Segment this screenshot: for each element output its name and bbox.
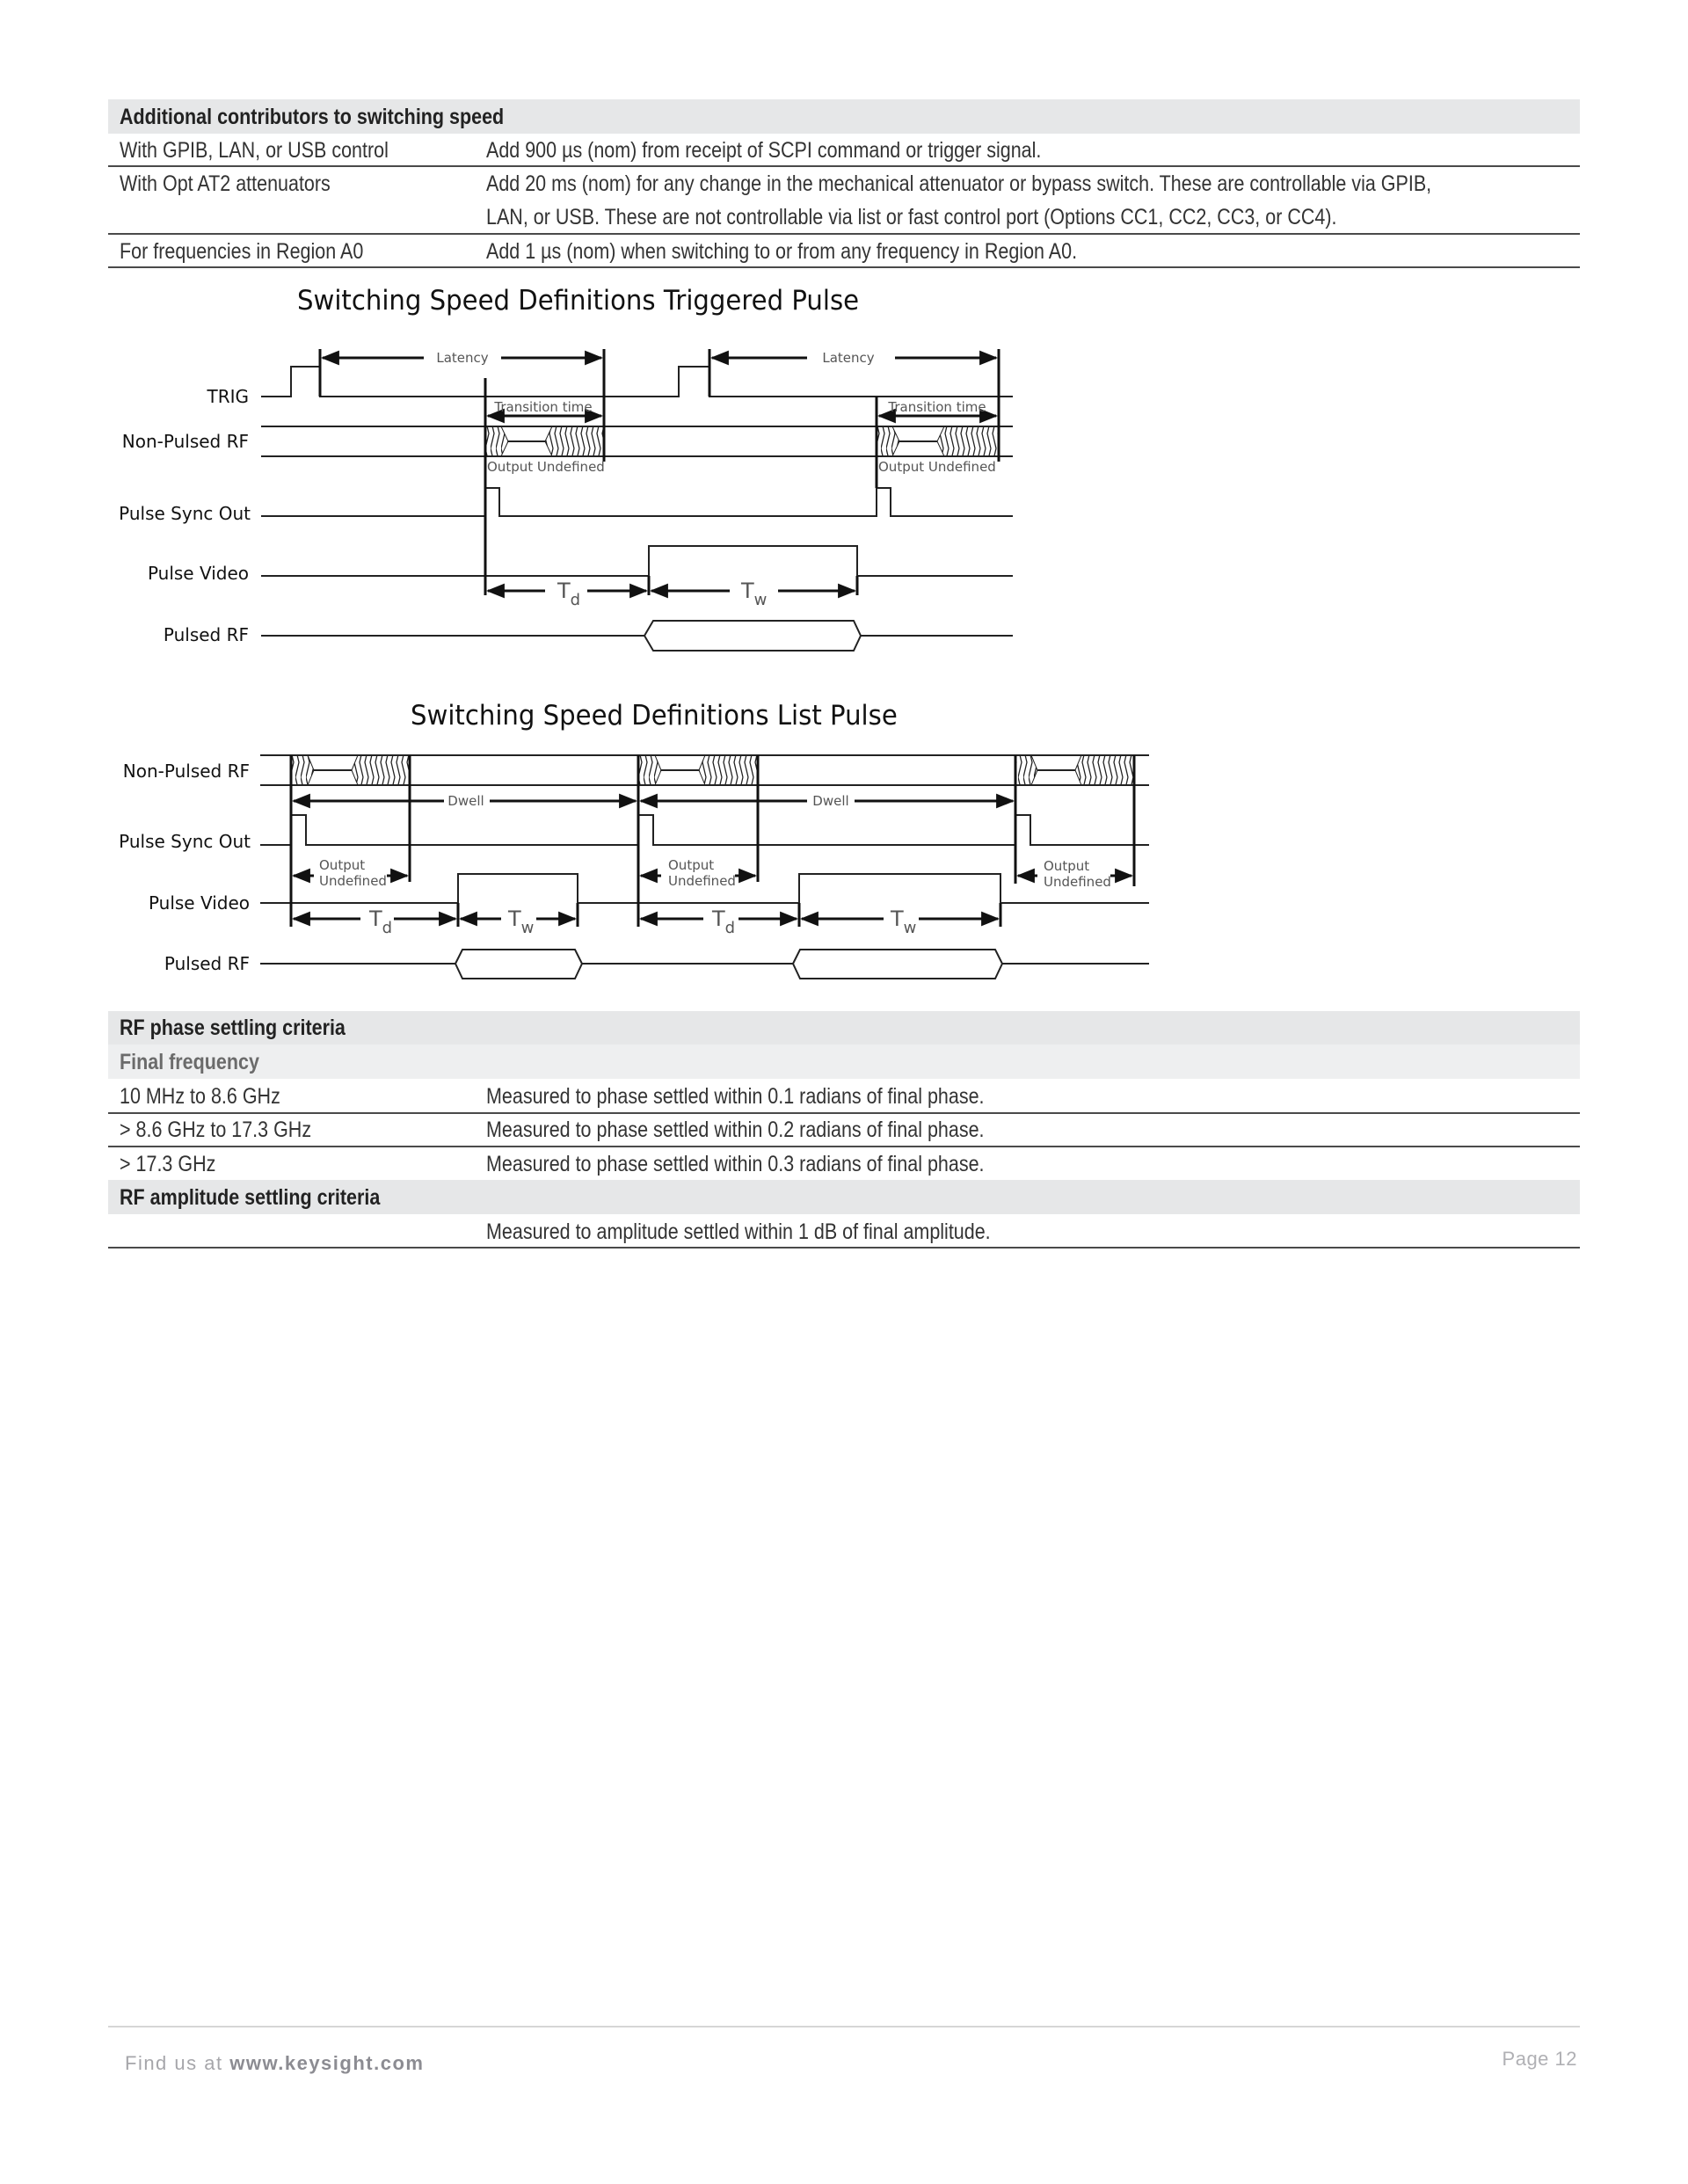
footer-find-us <box>125 2052 424 2075</box>
footer-url-link[interactable]: www.keysight.com <box>229 2052 425 2074</box>
table2-row1-value: Measured to phase settled within 0.1 radians of final phase. <box>486 1084 985 1109</box>
signal-label-pulse-video: Pulse Video <box>147 563 249 584</box>
transition-label-1: Transition time <box>494 399 593 415</box>
table2-row3-label: > 17.3 GHz <box>120 1152 216 1176</box>
list-undefined-3a: Output <box>1044 858 1090 874</box>
table1-row2-label: With Opt AT2 attenuators <box>120 171 331 196</box>
list-pulsed-rf-envelope-1 <box>455 950 582 979</box>
table2-row3-value: Measured to phase settled within 0.3 radians of final phase. <box>486 1152 985 1176</box>
signal-label-pulse-sync-out: Pulse Sync Out <box>119 503 251 524</box>
table1-row1-value: Add 900 µs (nom) from receipt of SCPI command or trigger signal. <box>486 138 1042 163</box>
diagram2-timing-chart <box>0 0 1688 1002</box>
list-hatch-1 <box>291 755 410 785</box>
table2-amp-divider <box>108 1247 1580 1249</box>
list-undefined-1b: Undefined <box>319 873 387 889</box>
tw-label: $T_w$ <box>741 579 768 609</box>
table2-amp-value: Measured to amplitude settled within 1 dB of final amplitude. <box>486 1219 991 1244</box>
list-undefined-2b: Undefined <box>668 873 736 889</box>
table2-row1-label: 10 MHz to 8.6 GHz <box>120 1084 280 1109</box>
signal-label-nonpulsed-rf: Non-Pulsed RF <box>121 431 249 452</box>
list-signal-label-nonpulsed-rf: Non-Pulsed RF <box>122 761 250 782</box>
diagram2-title: Switching Speed Definitions List Pulse <box>411 700 898 732</box>
list-undefined-3b: Undefined <box>1044 874 1111 890</box>
table1-row2-value: Add 20 ms (nom) for any change in the mechanical attenuator or bypass switch. These are controllable via GPIB, <box>486 171 1432 196</box>
list-undefined-1a: Output <box>319 857 366 873</box>
list-signal-label-pulsed-rf: Pulsed RF <box>164 953 250 974</box>
signal-label-pulsed-rf: Pulsed RF <box>163 624 249 645</box>
table2-header: RF phase settling criteria <box>120 1016 346 1040</box>
table2-subheader: Final frequency <box>120 1050 259 1074</box>
list-signal-label-pulse-sync-out: Pulse Sync Out <box>119 831 251 852</box>
table1-row1-label: With GPIB, LAN, or USB control <box>120 138 389 163</box>
td-label: $T_d$ <box>557 579 581 609</box>
transition-label-2: Transition time <box>888 399 986 415</box>
diagram1-title: Switching Speed Definitions Triggered Pulse <box>297 285 860 317</box>
table1-row2-value-line2: LAN, or USB. These are not controllable via list or fast control port (Options CC1, CC2, CC3, or CC4). <box>486 205 1337 229</box>
list-signal-label-pulse-video: Pulse Video <box>148 892 250 914</box>
table1-row3-value: Add 1 µs (nom) when switching to or from any frequency in Region A0. <box>486 239 1078 264</box>
page-number: Page 12 <box>1502 2048 1577 2070</box>
table2-row2-label: > 8.6 GHz to 17.3 GHz <box>120 1117 312 1142</box>
signal-label-trig: TRIG <box>207 386 249 407</box>
list-hatch-2 <box>638 755 758 785</box>
table1-row3-label: For frequencies in Region A0 <box>120 239 364 264</box>
table1-header: Additional contributors to switching speed <box>120 105 505 129</box>
list-undefined-2a: Output <box>668 857 715 873</box>
table2-subheader-band <box>108 1045 1580 1079</box>
latency-label-1: Latency <box>436 350 489 366</box>
list-hatch-3 <box>1015 755 1134 785</box>
undefined-label-1: Output Undefined <box>487 459 605 475</box>
list-td-label-1: $T_d$ <box>369 906 393 937</box>
list-td-label-2: $T_d$ <box>712 906 736 937</box>
table2-row1-divider <box>108 1112 1580 1114</box>
table2-amplitude-header: RF amplitude settling criteria <box>120 1185 381 1210</box>
table2-row2-value: Measured to phase settled within 0.2 radians of final phase. <box>486 1117 985 1142</box>
list-pulsed-rf-envelope-2 <box>793 950 1002 979</box>
list-tw-label-1: $T_w$ <box>508 906 535 937</box>
list-tw-label-2: $T_w$ <box>891 906 917 937</box>
dwell-label-1: Dwell <box>447 793 484 809</box>
table2-row2-divider <box>108 1146 1580 1147</box>
dwell-label-2: Dwell <box>812 793 849 809</box>
footer-divider <box>108 2026 1580 2027</box>
latency-label-2: Latency <box>822 350 875 366</box>
footer-prefix: Find us at <box>125 2052 230 2074</box>
undefined-label-2: Output Undefined <box>878 459 996 475</box>
